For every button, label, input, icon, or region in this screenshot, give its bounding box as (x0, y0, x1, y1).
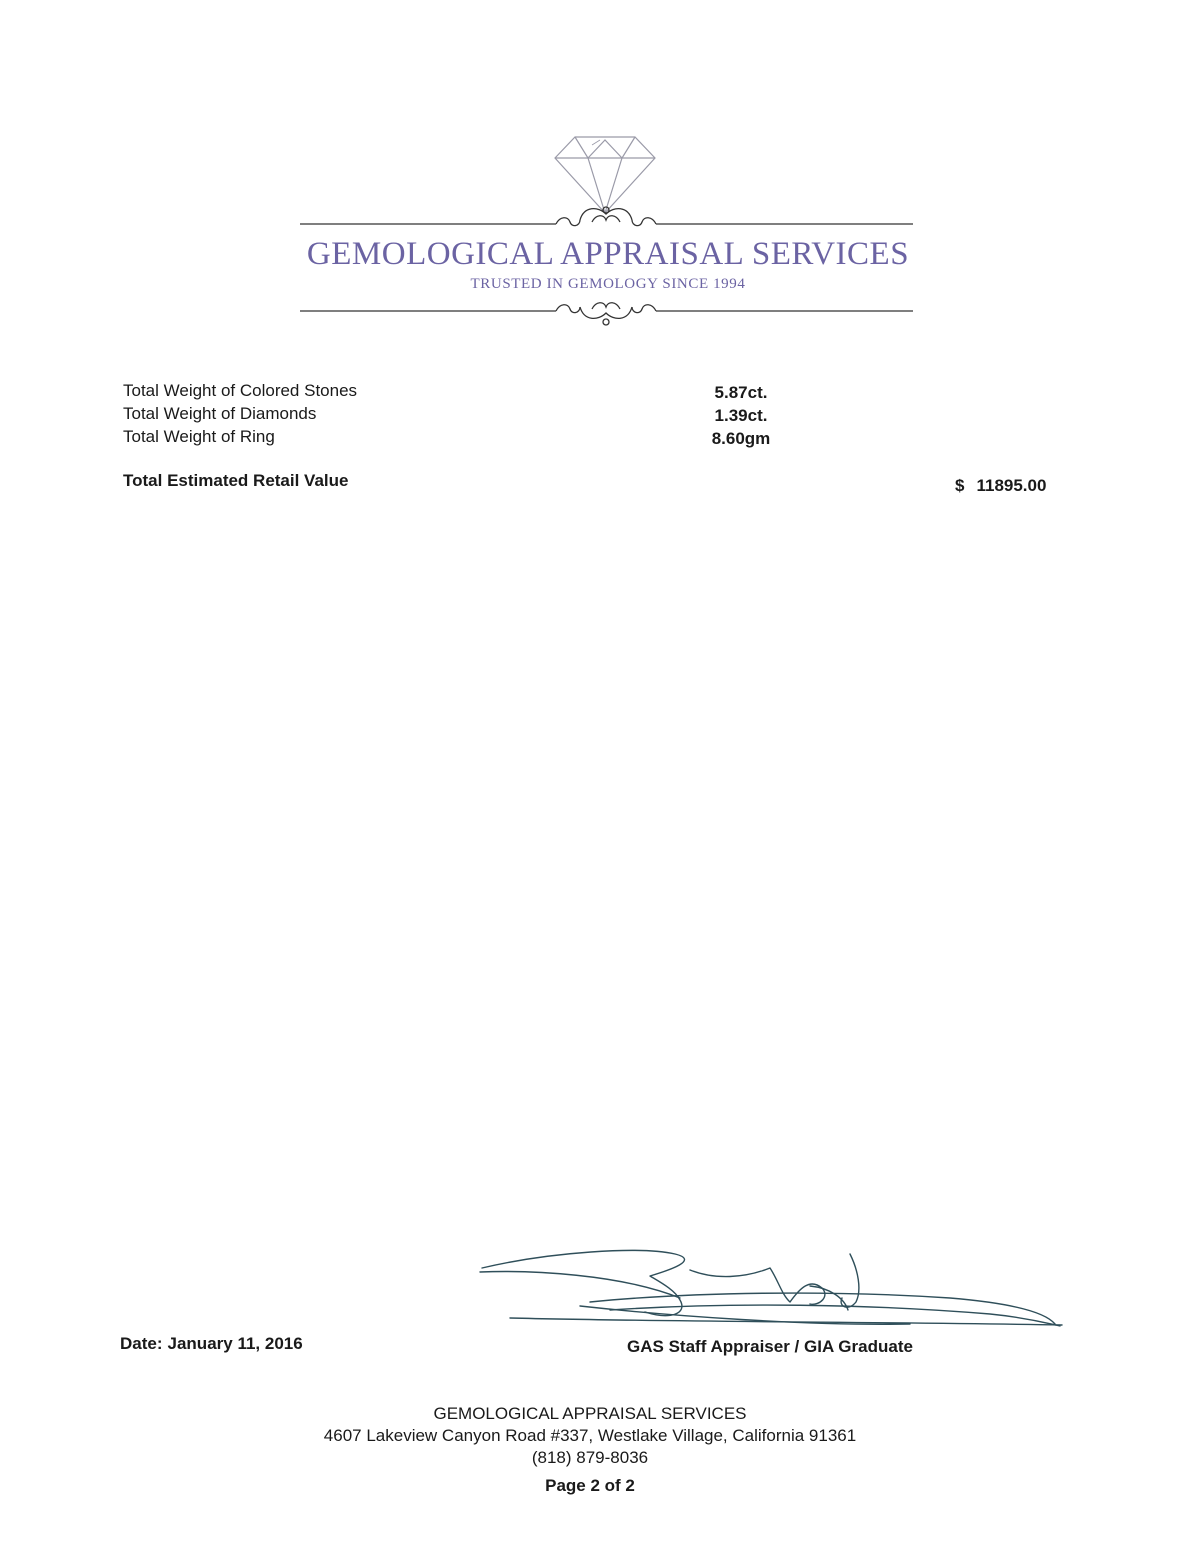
company-name: GEMOLOGICAL APPRAISAL SERVICES (306, 236, 910, 272)
bottom-ornament-rule (300, 303, 913, 325)
weight-label: Total Weight of Diamonds (123, 404, 317, 423)
weight-value: 5.87ct. (714, 383, 768, 402)
footer-address: 4607 Lakeview Canyon Road #337, Westlake Village, California 91361 (323, 1426, 857, 1445)
company-logo (0, 0, 1200, 360)
appraiser-signature (470, 1240, 1070, 1340)
retail-value-label: Total Estimated Retail Value (123, 471, 349, 490)
signer-title: GAS Staff Appraiser / GIA Graduate (627, 1337, 913, 1356)
weight-value: 8.60gm (711, 429, 771, 448)
retail-amount: 11895.00 (976, 476, 1047, 495)
retail-value-amount (955, 476, 1046, 496)
weight-row-colored-stones (123, 379, 823, 402)
currency-symbol: $ (955, 476, 965, 495)
weight-row-ring (123, 425, 823, 448)
footer (200, 1403, 980, 1497)
footer-phone: (818) 879-8036 (531, 1448, 649, 1467)
weight-value: 1.39ct. (714, 406, 768, 425)
company-tagline: TRUSTED IN GEMOLOGY SINCE 1994 (470, 276, 746, 292)
diamond-icon (555, 137, 655, 213)
weight-row-diamonds (123, 402, 823, 425)
appraisal-date (120, 1334, 303, 1354)
date-label: Date: (120, 1334, 163, 1353)
page-number: Page 2 of 2 (545, 1476, 635, 1495)
weights-section (123, 379, 823, 448)
date-value: January 11, 2016 (167, 1334, 303, 1353)
weight-label: Total Weight of Colored Stones (123, 381, 358, 400)
logo-graphic (0, 0, 1200, 360)
weight-label: Total Weight of Ring (123, 427, 275, 446)
footer-company: GEMOLOGICAL APPRAISAL SERVICES (433, 1404, 747, 1423)
